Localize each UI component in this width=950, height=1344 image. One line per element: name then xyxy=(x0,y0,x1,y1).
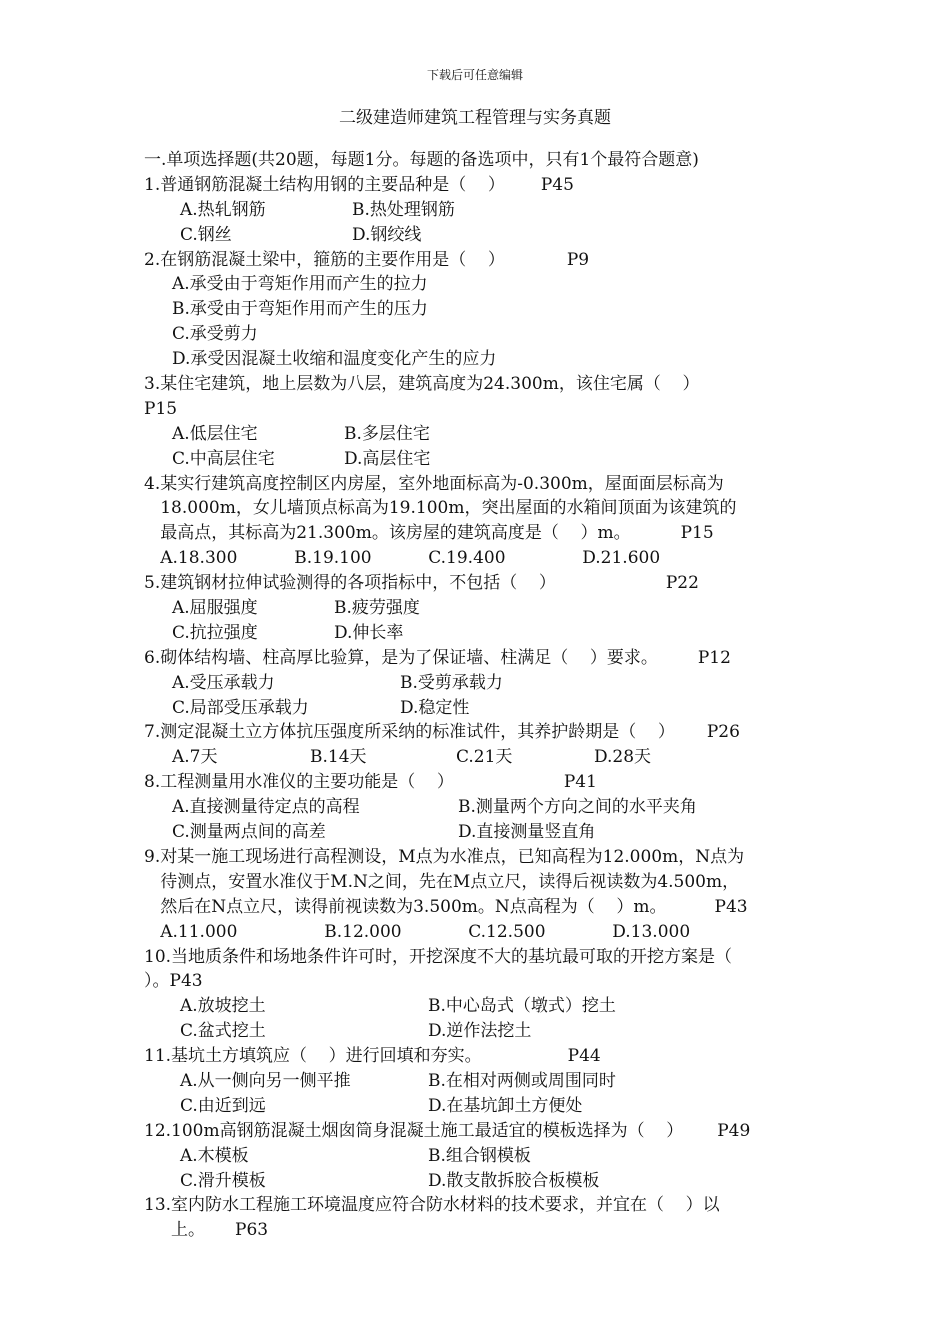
question-text: 100m高钢筋混凝土烟囱筒身混凝土施工最适宜的模板选择为（ ） xyxy=(171,1120,684,1141)
question-text-line: 上。 xyxy=(171,1220,206,1241)
option-c: C.承受剪力 xyxy=(172,324,258,345)
question-number: 1. xyxy=(144,174,161,195)
options-row xyxy=(144,596,814,621)
question-text-line: 室内防水工程施工环境温度应符合防水材料的技术要求，并宜在（ ）以 xyxy=(171,1195,720,1216)
question-text: 普通钢筋混凝土结构用钢的主要品种是（ ） xyxy=(160,174,505,195)
question-number: 11. xyxy=(144,1046,172,1067)
question-number: 9. xyxy=(144,846,161,867)
page-ref: P15 xyxy=(144,398,178,419)
option-a: A.放坡挖土 xyxy=(180,996,266,1017)
question-text-line: 对某一施工现场进行高程测设，M点为水准点，已知高程为12.000m，N点为 xyxy=(160,846,745,867)
question-text-line: 18.000m，女儿墙顶点标高为19.100m，突出屋面的水箱间顶面为该建筑的 xyxy=(160,498,737,519)
question-text: 在钢筋混凝土梁中，箍筋的主要作用是（ ） xyxy=(160,249,505,270)
option-d: D.散支散拆胶合板模板 xyxy=(428,1170,600,1191)
options-row xyxy=(160,546,814,571)
question-number: 3. xyxy=(144,374,161,395)
option-b: B.受剪承载力 xyxy=(400,672,503,693)
question-7 xyxy=(144,720,814,745)
option-b: B.热处理钢筋 xyxy=(352,199,455,220)
question-12 xyxy=(144,1119,814,1144)
option-d: D.伸长率 xyxy=(334,622,404,643)
option-a: A.7天 xyxy=(172,747,218,768)
options-row xyxy=(144,820,814,845)
options-row xyxy=(144,198,814,223)
question-4 xyxy=(144,472,814,572)
options-row xyxy=(144,671,814,696)
options-row xyxy=(144,447,814,472)
page-header: 下载后可任意编辑 xyxy=(426,68,523,82)
option-c: C.滑升模板 xyxy=(180,1170,266,1191)
question-text-line: 当地质条件和场地条件许可时，开挖深度不大的基坑最可取的开挖方案是（ xyxy=(171,946,733,967)
option-a: A.18.300 xyxy=(160,548,238,569)
question-text: 建筑钢材拉伸试验测得的各项指标中，不包括（ ） xyxy=(160,573,556,594)
option-b: B.多层住宅 xyxy=(344,423,430,444)
option-c: C.由近到远 xyxy=(180,1095,266,1116)
option-b: B.测量两个方向之间的水平夹角 xyxy=(458,797,697,818)
options-row xyxy=(144,621,814,646)
question-1 xyxy=(144,173,814,198)
option-c: C.21天 xyxy=(456,747,513,768)
option-a: A.热轧钢筋 xyxy=(180,199,266,220)
page-ref: P26 xyxy=(706,722,740,743)
option-b: B.承受由于弯矩作用而产生的压力 xyxy=(172,299,428,320)
question-5 xyxy=(144,571,814,596)
question-text-line: 待测点，安置水准仪于M.N之间，先在M点立尺，读得后视读数为4.500m， xyxy=(160,871,740,892)
options-row xyxy=(144,223,814,248)
option-c: C.盆式挖土 xyxy=(180,1021,266,1042)
option-a: A.屈服强度 xyxy=(172,598,258,619)
option-c: C.抗拉强度 xyxy=(172,622,258,643)
option-d: D.在基坑卸土方便处 xyxy=(428,1095,583,1116)
question-number: 2. xyxy=(144,249,161,270)
option-a: A.11.000 xyxy=(160,921,238,942)
option-a: A.受压承载力 xyxy=(172,672,275,693)
options-row xyxy=(144,745,814,770)
options-row xyxy=(144,1094,814,1119)
page-ref: P43 xyxy=(714,896,748,917)
question-10 xyxy=(144,945,814,970)
option-d: D.13.000 xyxy=(612,921,691,942)
options-row xyxy=(144,994,814,1019)
option-d: D.21.600 xyxy=(582,548,661,569)
page-ref: P63 xyxy=(235,1220,269,1241)
options-row xyxy=(144,1019,814,1044)
question-3 xyxy=(144,372,814,397)
question-8 xyxy=(144,770,814,795)
question-6 xyxy=(144,646,814,671)
option-d: D.高层住宅 xyxy=(344,448,431,469)
option-c: C.测量两点间的高差 xyxy=(172,822,326,843)
page-ref: P49 xyxy=(717,1120,751,1141)
question-13 xyxy=(144,1193,814,1243)
question-text-line: 某实行建筑高度控制区内房屋，室外地面标高为-0.300m，屋面面层标高为 xyxy=(160,473,724,494)
page-ref: P45 xyxy=(540,174,574,195)
question-number: 6. xyxy=(144,647,161,668)
options-row xyxy=(144,795,814,820)
options-row xyxy=(160,920,814,945)
question-11 xyxy=(144,1044,814,1069)
question-9 xyxy=(144,845,814,945)
page-ref: P44 xyxy=(567,1046,601,1067)
exam-content xyxy=(144,148,814,1243)
option-b: B.在相对两侧或周围同时 xyxy=(428,1070,616,1091)
option-a: A.承受由于弯矩作用而产生的拉力 xyxy=(172,274,428,295)
option-a: A.直接测量待定点的高程 xyxy=(172,797,360,818)
question-text: 某住宅建筑，地上层数为八层，建筑高度为24.300m，该住宅属（ ） xyxy=(160,374,700,395)
question-text: 基坑土方填筑应（ ）进行回填和夯实。 xyxy=(171,1046,482,1067)
options-row xyxy=(144,696,814,721)
option-c: C.中高层住宅 xyxy=(172,448,275,469)
question-text-line: 最高点，其标高为21.300m。该房屋的建筑高度是（ ）m。 xyxy=(160,523,631,544)
option-b: B.14天 xyxy=(310,747,367,768)
question-number: 12. xyxy=(144,1120,172,1141)
page-ref: P41 xyxy=(563,772,597,793)
section-heading: 一.单项选择题(共20题，每题1分。每题的备选项中，只有1个最符合题意) xyxy=(144,150,699,170)
option-c: C.19.400 xyxy=(428,548,506,569)
option-d: D.钢绞线 xyxy=(352,224,422,245)
question-number: 7. xyxy=(144,722,161,743)
option-b: B.疲劳强度 xyxy=(334,598,420,619)
page-title: 二级建造师建筑工程管理与实务真题 xyxy=(339,108,611,128)
page-ref: P9 xyxy=(566,249,590,270)
option-b: B.19.100 xyxy=(294,548,372,569)
options-row xyxy=(144,1169,814,1194)
page-ref: P22 xyxy=(665,573,699,594)
option-c: C.局部受压承载力 xyxy=(172,697,309,718)
question-number: 5. xyxy=(144,573,161,594)
option-d: D.承受因混凝土收缩和温度变化产生的应力 xyxy=(172,349,497,370)
question-text: 工程测量用水准仪的主要功能是（ ） xyxy=(160,772,454,793)
option-b: B.中心岛式（墩式）挖土 xyxy=(428,996,616,1017)
option-a: A.从一侧向另一侧平推 xyxy=(180,1070,351,1091)
option-a: A.木模板 xyxy=(180,1145,249,1166)
page-ref: P15 xyxy=(680,523,714,544)
question-text: 测定混凝土立方体抗压强度所采纳的标准试件，其养护龄期是（ ） xyxy=(160,722,675,743)
option-a: A.低层住宅 xyxy=(172,423,258,444)
option-d: D.逆作法挖土 xyxy=(428,1021,532,1042)
options-row xyxy=(144,1069,814,1094)
question-number: 13. xyxy=(144,1195,172,1216)
option-d: D.稳定性 xyxy=(400,697,470,718)
option-c: C.钢丝 xyxy=(180,224,232,245)
option-c: C.12.500 xyxy=(468,921,546,942)
options-row xyxy=(144,422,814,447)
options-row xyxy=(144,1144,814,1169)
question-number: 4. xyxy=(144,473,161,494)
question-text-line: 然后在N点立尺，读得前视读数为3.500m。N点高程为（ ）m。 xyxy=(160,896,667,917)
option-d: D.28天 xyxy=(594,747,652,768)
question-2 xyxy=(144,248,814,273)
question-text: 砌体结构墙、柱高厚比验算，是为了保证墙、柱满足（ ）要求。 xyxy=(160,647,658,668)
option-d: D.直接测量竖直角 xyxy=(458,822,596,843)
option-b: B.12.000 xyxy=(324,921,402,942)
question-text-line: ）。P43 xyxy=(144,971,203,992)
option-b: B.组合钢模板 xyxy=(428,1145,531,1166)
question-number: 8. xyxy=(144,772,161,793)
question-number: 10. xyxy=(144,946,172,967)
page-ref: P12 xyxy=(697,647,731,668)
